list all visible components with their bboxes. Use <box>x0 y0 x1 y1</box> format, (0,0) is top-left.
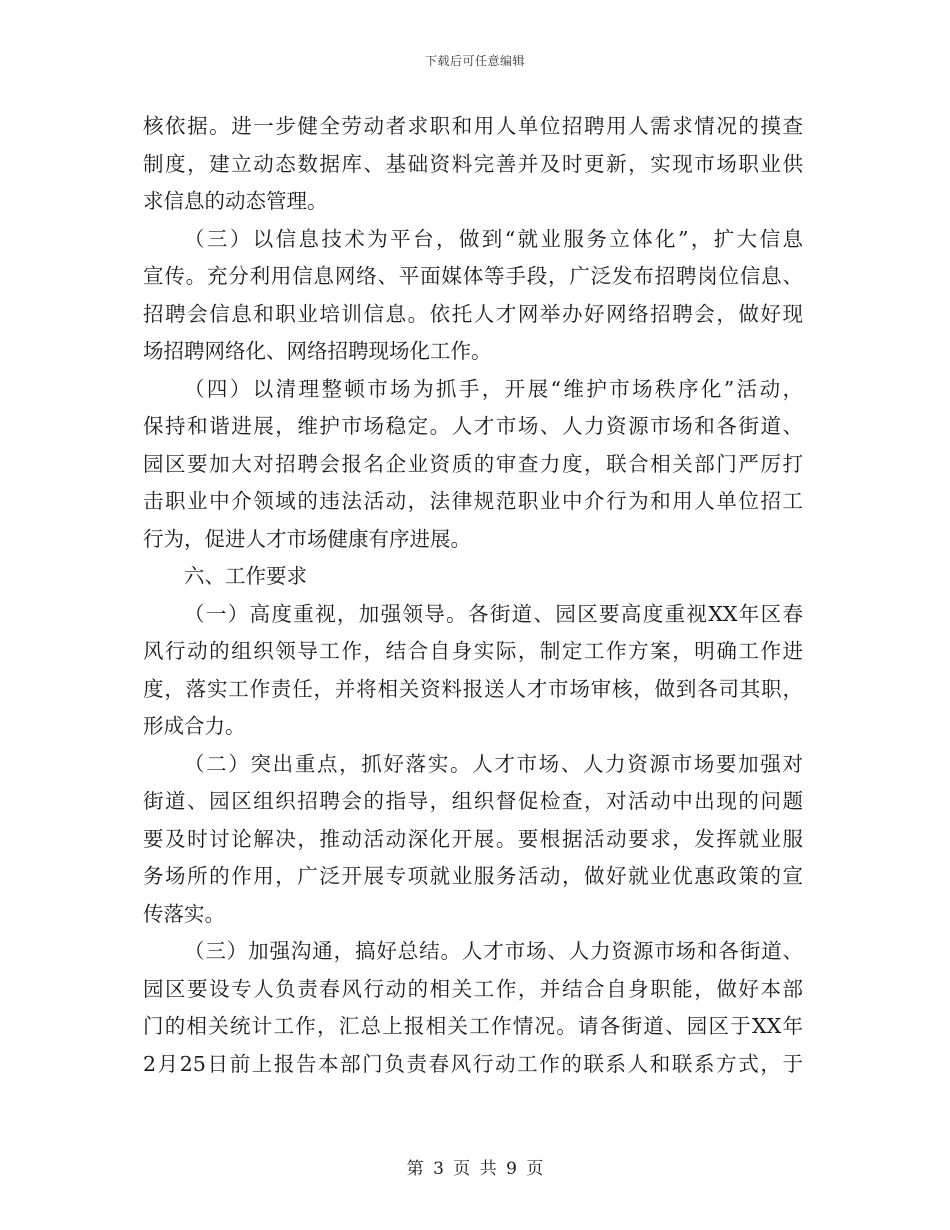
text-line: 传落实。 <box>143 901 225 926</box>
text-line: 2月25日前上报告本部门负责春风行动工作的联系人和联系方式，于 <box>143 1051 803 1076</box>
text-line: 园区要设专人负责春风行动的相关工作，并结合自身职能，做好本部 <box>143 976 803 1001</box>
text-line: 园区要加大对招聘会报名企业资质的审查力度，联合相关部门严厉打 <box>143 451 803 476</box>
text-line: （三）以信息技术为平台，做到“就业服务立体化”，扩大信息 <box>184 226 803 251</box>
text-line: 形成合力。 <box>143 714 246 738</box>
text-line: （一）高度重视，加强领导。各街道、园区要高度重视XX年区春 <box>184 601 803 626</box>
text-line: 场招聘网络化、网络招聘现场化工作。 <box>143 339 492 363</box>
text-line: 行为，促进人才市场健康有序进展。 <box>143 526 471 551</box>
document-body <box>143 108 803 1083</box>
text-line: 六、工作要求 <box>184 564 307 588</box>
text-line: 门的相关统计工作，汇总上报相关工作情况。请各街道、园区于XX年 <box>143 1014 803 1038</box>
text-line: （四）以清理整顿市场为抓手，开展“维护市场秩序化”活动， <box>184 376 803 401</box>
text-line: 求信息的动态管理。 <box>143 189 328 213</box>
text-line: （三）加强沟通，搞好总结。人才市场、人力资源市场和各街道、 <box>184 939 803 963</box>
text-line: 度，落实工作责任，并将相关资料报送人才市场审核，做到各司其职， <box>143 676 803 701</box>
text-line: 击职业中介领域的违法活动，法律规范职业中介行为和用人单位招工 <box>143 489 803 513</box>
text-line: 招聘会信息和职业培训信息。依托人才网举办好网络招聘会，做好现 <box>143 301 803 326</box>
page-footer: 第 3 页 共 9 页 <box>406 1159 544 1179</box>
text-line: 风行动的组织领导工作，结合自身实际，制定工作方案，明确工作进 <box>143 639 803 663</box>
text-line: 宣传。充分利用信息网络、平面媒体等手段，广泛发布招聘岗位信息、 <box>143 264 803 288</box>
text-line: 要及时讨论解决，推动活动深化开展。要根据活动要求，发挥就业服 <box>143 826 803 851</box>
text-line: 务场所的作用，广泛开展专项就业服务活动，做好就业优惠政策的宣 <box>143 864 803 888</box>
text-line: 制度，建立动态数据库、基础资料完善并及时更新，实现市场职业供 <box>143 151 803 176</box>
text-line: 核依据。进一步健全劳动者求职和用人单位招聘用人需求情况的摸查 <box>143 114 803 138</box>
text-line: 街道、园区组织招聘会的指导，组织督促检查，对活动中出现的问题 <box>143 789 803 813</box>
page-header: 下载后可任意编辑 <box>424 54 525 68</box>
text-line: （二）突出重点，抓好落实。人才市场、人力资源市场要加强对 <box>184 751 803 776</box>
text-line: 保持和谐进展，维护市场稳定。人才市场、人力资源市场和各街道、 <box>143 414 803 438</box>
